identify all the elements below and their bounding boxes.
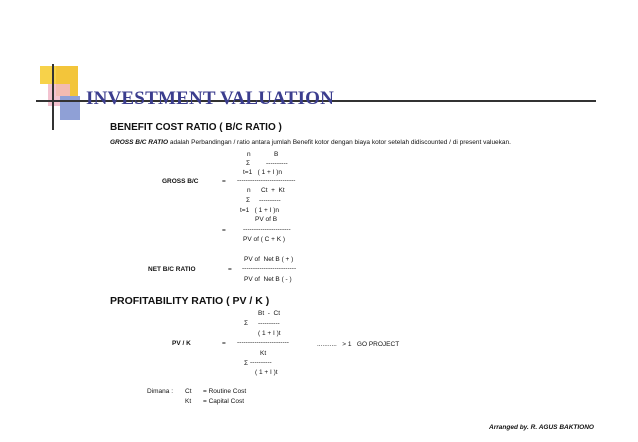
decor-vertical-line bbox=[52, 64, 54, 130]
gross-num-sub: t=1 ( 1 + I )n bbox=[243, 169, 283, 176]
gross-den-dash: ---------- bbox=[259, 197, 281, 204]
gross-den-top: Ct + Kt bbox=[261, 187, 285, 194]
net-bc-den: PV of Net B ( - ) bbox=[244, 276, 292, 283]
alt-den: PV of ( C + K ) bbox=[243, 236, 286, 243]
dimana-label: Dimana : bbox=[147, 388, 174, 395]
bc-heading: BENEFIT COST RATIO ( B/C RATIO ) bbox=[110, 122, 282, 133]
gross-den-sigma: Σ bbox=[246, 197, 251, 204]
pi-num-sigma: Σ bbox=[244, 320, 249, 327]
bc-definition bbox=[110, 139, 511, 146]
pi-den-sub: ( 1 + I )t bbox=[255, 369, 278, 376]
pi-den-dash: ---------- bbox=[250, 359, 272, 366]
kt-definition: = Capital Cost bbox=[203, 398, 245, 405]
gross-bc-equals: = bbox=[222, 178, 226, 185]
gross-num-sigma: Σ bbox=[246, 160, 251, 167]
alt-fraction-bar: ---------------------- bbox=[243, 226, 291, 233]
pi-num-dash: ---------- bbox=[258, 320, 280, 327]
gross-bc-label: GROSS B/C bbox=[162, 178, 199, 185]
gross-den-sub: t=1 ( 1 + I )n bbox=[240, 207, 280, 214]
pi-num-sub: ( 1 + I )t bbox=[258, 330, 281, 337]
gross-den-n: n bbox=[247, 187, 251, 194]
bc-definition-term: GROSS B/C RATIO bbox=[110, 139, 169, 146]
bc-definition-text: adalah Perbandingan / ratio antara jumlah Benefit kotor dengan biaya kotor setelah didiscounted / di present valuekan. bbox=[168, 139, 511, 146]
slide-title: INVESTMENT VALUATION bbox=[86, 88, 335, 109]
pi-den-sigma: Σ bbox=[244, 360, 249, 367]
author-credit: Arranged by. R. AGUS BAKTIONO bbox=[489, 424, 594, 431]
pv-k-equals: = bbox=[222, 340, 226, 347]
net-bc-num: PV of Net B ( + ) bbox=[244, 256, 294, 263]
net-bc-equals: = bbox=[228, 266, 232, 273]
net-bc-fraction-bar: ------------------------- bbox=[242, 265, 297, 272]
gross-num-dash: ---------- bbox=[266, 160, 288, 167]
gross-num-b: B bbox=[274, 151, 279, 158]
pv-k-label: PV / K bbox=[172, 340, 191, 347]
pi-num-top: Bt - Ct bbox=[258, 310, 281, 317]
gross-num-n: n bbox=[247, 151, 251, 158]
pv-k-fraction-bar: ------------------------ bbox=[237, 339, 289, 346]
alt-equals: = bbox=[222, 227, 226, 234]
net-bc-label: NET B/C RATIO bbox=[148, 266, 196, 273]
alt-num: PV of B bbox=[255, 216, 278, 223]
kt-symbol: Kt bbox=[185, 398, 192, 405]
pi-heading: PROFITABILITY RATIO ( PV / K ) bbox=[110, 295, 270, 307]
ct-symbol: Ct bbox=[185, 388, 192, 395]
gross-bc-fraction-bar: --------------------------- bbox=[237, 177, 296, 184]
pi-den-kt: Kt bbox=[260, 350, 267, 357]
pv-k-condition: ........... > 1 GO PROJECT bbox=[317, 341, 400, 348]
ct-definition: = Routine Cost bbox=[203, 388, 247, 395]
